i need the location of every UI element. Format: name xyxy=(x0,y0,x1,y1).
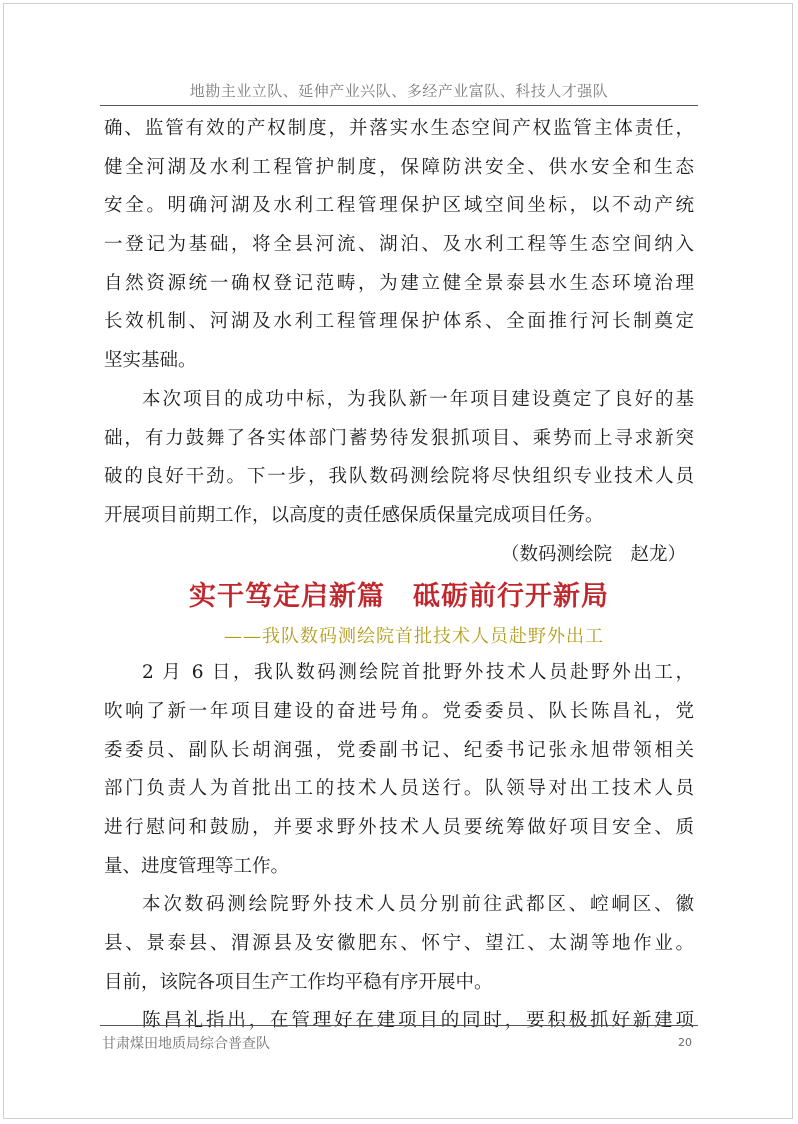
text-line: 确、监管有效的产权制度，并落实水生态空间产权监管主体责任， xyxy=(104,118,694,139)
text-line: 陈昌礼指出，在管理好在建项目的同时，要积极抓好新建项 xyxy=(142,1010,694,1032)
text-line: 自然资源统一确权登记范畴，为建立健全景泰县水生态环境治理 xyxy=(104,272,694,294)
text-line: 县、景泰县、渭源县及安徽肥东、怀宁、望江、太湖等地作业。 xyxy=(104,933,694,955)
text-line: 本次数码测绘院野外技术人员分别前往武都区、崆峒区、徽 xyxy=(142,894,694,916)
text-line: 2 月 6 日，我队数码测绘院首批野外技术人员赴野外出工， xyxy=(142,662,694,684)
article2-subtitle: ——我队数码测绘院首批技术人员赴野外出工 xyxy=(224,626,604,648)
article2-paragraph2 xyxy=(104,886,694,1002)
text-line: 破的良好干劲。下一步，我队数码测绘院将尽快组织专业技术人员 xyxy=(104,466,694,488)
text-line: 进行慰问和鼓励，并要求野外技术人员要统筹做好项目安全、质 xyxy=(104,817,694,838)
text-line: 量、进度管理等工作。 xyxy=(104,855,290,877)
article1-paragraph2 xyxy=(104,381,694,536)
article2-paragraph1 xyxy=(104,654,694,886)
page-header: 地勘主业立队、延伸产业兴队、多经产业富队、科技人才强队 xyxy=(189,82,609,100)
text-line: 委委员、副队长胡润强，党委副书记、纪委书记张永旭带领相关 xyxy=(104,739,694,761)
text-line: 目前，该院各项目生产工作均平稳有序开展中。 xyxy=(104,971,493,993)
article1-paragraph1 xyxy=(104,110,694,381)
footer-organization: 甘肃煤田地质局综合普查队 xyxy=(102,1036,270,1052)
text-line: 本次项目的成功中标，为我队新一年项目建设奠定了良好的基 xyxy=(142,388,694,410)
text-line: 坚实基础。 xyxy=(104,350,197,372)
page-content xyxy=(104,110,694,1041)
text-line: 础，有力鼓舞了各实体部门蓄势待发狠抓项目、乘势而上寻求新突 xyxy=(104,427,694,449)
text-line: 健全河湖及水利工程管护制度，保障防洪安全、供水安全和生态 xyxy=(104,156,694,178)
text-line: 安全。明确河湖及水利工程管理保护区域空间坐标，以不动产统 xyxy=(104,195,694,217)
page-number: 20 xyxy=(678,1036,692,1049)
text-line: 吹响了新一年项目建设的奋进号角。党委委员、队长陈昌礼，党 xyxy=(104,700,694,722)
text-line: 长效机制、河湖及水利工程管理保护体系、全面推行河长制奠定 xyxy=(104,311,694,333)
footer-divider xyxy=(100,1025,698,1026)
text-line: 部门负责人为首批出工的技术人员送行。队领导对出工技术人员 xyxy=(104,778,694,800)
text-line: 一登记为基础，将全县河流、湖泊、及水利工程等生态空间纳入 xyxy=(104,234,694,256)
article2-title: 实干笃定启新篇 砥砺前行开新局 xyxy=(189,581,609,613)
article1-signature: （数码测绘院 赵龙） xyxy=(500,543,686,565)
text-line: 开展项目前期工作，以高度的责任感保质保量完成项目任务。 xyxy=(104,504,604,526)
header-divider xyxy=(100,105,698,106)
